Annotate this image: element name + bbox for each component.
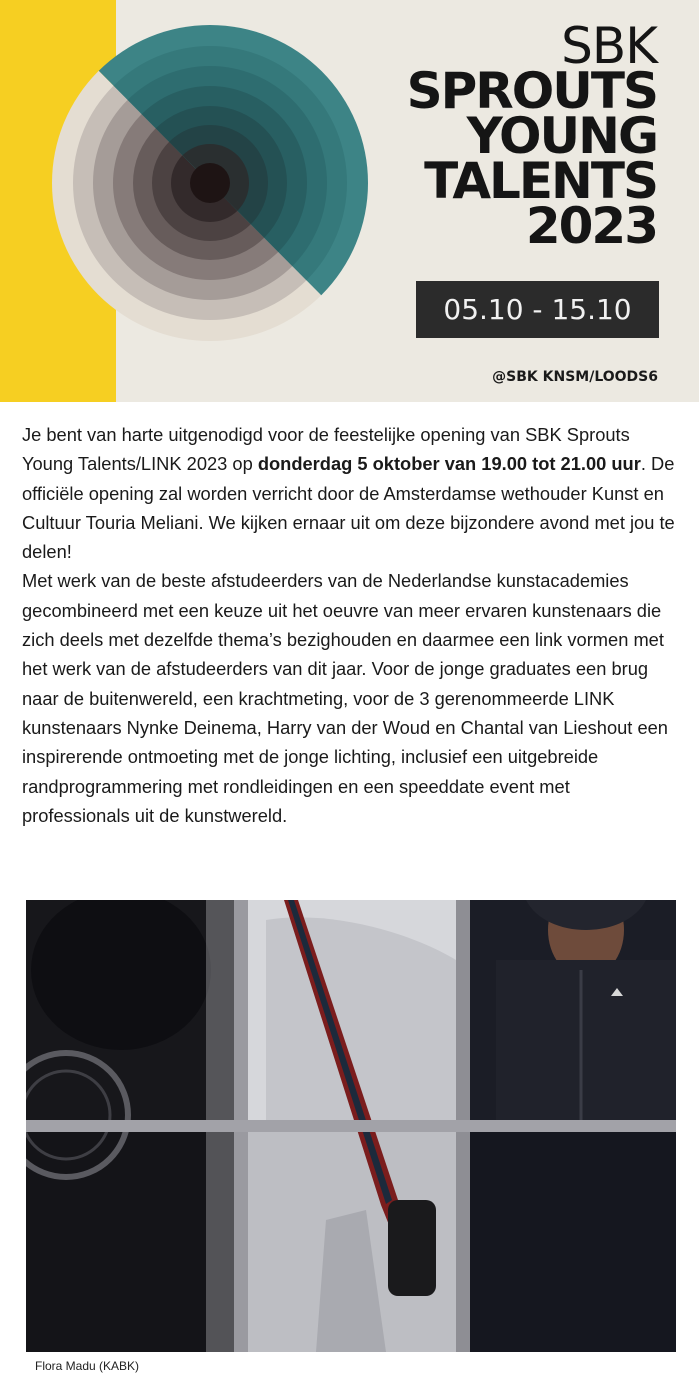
artwork-image bbox=[26, 900, 676, 1352]
artwork-photo bbox=[26, 900, 676, 1352]
description-paragraph: Met werk van de beste afstudeerders van de Nederlandse kunstacademies gecombineerd met een keuze uit het oeuvre van meer ervaren kunstenaars die zich deels met dezelfde thema’s bezighouden en daarmee een link vormen met het werk van de afstudeerders van dit jaar. Voor de jonge graduates een brug naar de buitenwereld, een krachtmeting, voor de 3 gerenommeerde LINK kunstenaars Nynke Deinema, Harry van der Woud en Chantal van Lieshout een inspirerende ontmoeting met de jonge lichting, inclusief een uitgebreide randprogrammering met rondleidingen en een speeddate event met professionals uit de kunstwereld. bbox=[22, 570, 668, 826]
title-line-year: 2023 bbox=[525, 197, 657, 255]
event-dates: 05.10 - 15.10 bbox=[416, 281, 659, 338]
article-body bbox=[22, 420, 682, 830]
title-line-sprouts: SPROUTS bbox=[406, 62, 657, 120]
title-line-young: YOUNG bbox=[466, 107, 657, 165]
title-line-talents: TALENTS bbox=[424, 152, 657, 210]
invitation-text-end: . De officiële opening zal worden verricht door de Amsterdamse wethouder Kunst en Cultuur Touria Meliani. We kijken ernaar uit om deze bijzondere avond met jou te delen! bbox=[22, 453, 675, 563]
invitation-date-time: donderdag 5 oktober van 19.00 tot 21.00 uur bbox=[257, 453, 641, 475]
invitation-text-start: Je bent van harte uitgenodigd voor de feestelijke opening van SBK Sprouts Young Talents/LINK 2023 op bbox=[22, 424, 630, 475]
title-line-sbk: SBK bbox=[561, 17, 657, 75]
event-banner bbox=[0, 0, 699, 402]
event-title bbox=[357, 17, 657, 255]
invitation-paragraph bbox=[22, 420, 682, 566]
event-venue: @SBK KNSM/LOODS6 bbox=[492, 369, 658, 385]
photo-caption: Flora Madu (KABK) bbox=[35, 1359, 140, 1373]
